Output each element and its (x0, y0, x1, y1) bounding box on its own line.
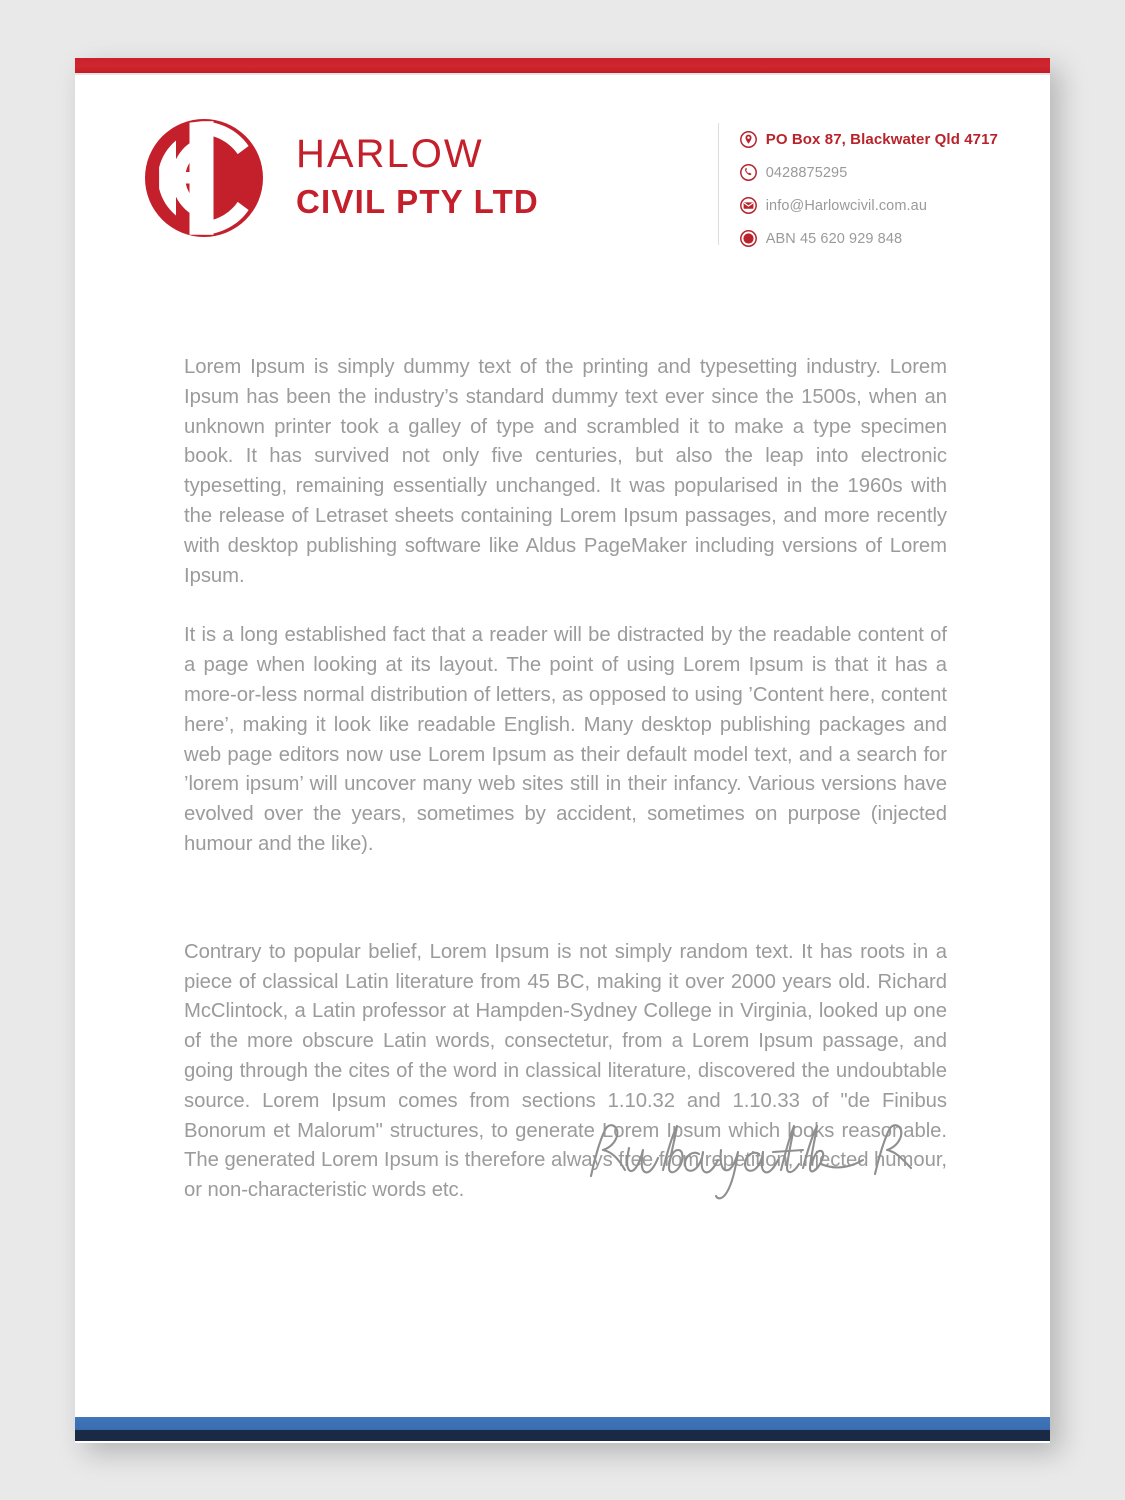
bottom-blue-bar (75, 1417, 1050, 1430)
contact-divider (718, 123, 719, 245)
map-pin-icon (740, 131, 757, 148)
phone-text: 0428875295 (765, 164, 848, 181)
contact-row-address (740, 127, 998, 152)
email-text: info@Harlowcivil.com.au (765, 197, 927, 214)
letter-body (184, 353, 947, 1206)
contact-row-email (740, 193, 998, 218)
abn-text: ABN 45 620 929 848 (765, 230, 903, 247)
contact-row-abn (740, 226, 998, 251)
logo-lockup (145, 119, 539, 237)
logo-wordmark (296, 134, 539, 222)
body-paragraph-1: Lorem Ipsum is simply dummy text of the printing and typesetting industry. Lorem Ipsum has been the industry’s standard dummy text ever since the 1500s, when an unknown printer took a galley of type and scrambled it to make a type specimen book. It has survived not only five centuries, but also the leap into electronic typesetting, remaining essentially unchanged. It was popularised in the 1960s with the release of Letraset sheets containing Lorem Ipsum passages, and more recently with desktop publishing software like Aldus PageMaker including versions of Lorem Ipsum. (184, 356, 947, 587)
bottom-navy-bar (75, 1430, 1050, 1441)
envelope-icon (740, 197, 757, 214)
company-name-line2: CIVIL PTY LTD (296, 183, 539, 220)
signature-rubayath-r (575, 1108, 935, 1208)
phone-icon (740, 164, 757, 181)
letterhead-header (75, 75, 1050, 275)
top-red-bar (75, 58, 1050, 73)
harlow-civil-logo-icon (145, 119, 263, 237)
letterhead-page (75, 58, 1050, 1443)
body-paragraph-3: Contrary to popular belief, Lorem Ipsum is not simply random text. It has roots in a piece of classical Latin literature from 45 BC, making it over 2000 years old. Richard McClintock, a Latin professor at Hampden-Sydney College in Virginia, looked up one of the more obscure Latin words, consectetur, from a Lorem Ipsum passage, and going through the cites of the word in classical literature, discovered the undoubtable source. Lorem Ipsum comes from sections 1.10.32 and 1.10.33 of "de Finibus Bonorum et Malorum" structures, to generate Lorem Ipsum which looks reasonable. The generated Lorem Ipsum is therefore always free from repetition, injected humour, or non-characteristic words etc. (184, 940, 947, 1202)
contact-row-phone (740, 160, 998, 185)
contact-block (718, 127, 998, 251)
body-paragraph-2: It is a long established fact that a reader will be distracted by the readable content of a page when looking at its layout. The point of using Lorem Ipsum is that it has a more-or-less normal distribution of letters, as opposed to using ’Content here, content here’, making it look like readable English. Many desktop publishing packages and web page editors now use Lorem Ipsum as their default model text, and a search for ’lorem ipsum’ will uncover many web sites still in their infancy. Various versions have evolved over the years, sometimes by accident, sometimes on purpose (injected humour and the like). (184, 624, 947, 855)
address-text: PO Box 87, Blackwater Qld 4717 (765, 131, 998, 148)
filled-circle-icon (740, 230, 757, 247)
company-name-line1: HARLOW (296, 132, 484, 176)
